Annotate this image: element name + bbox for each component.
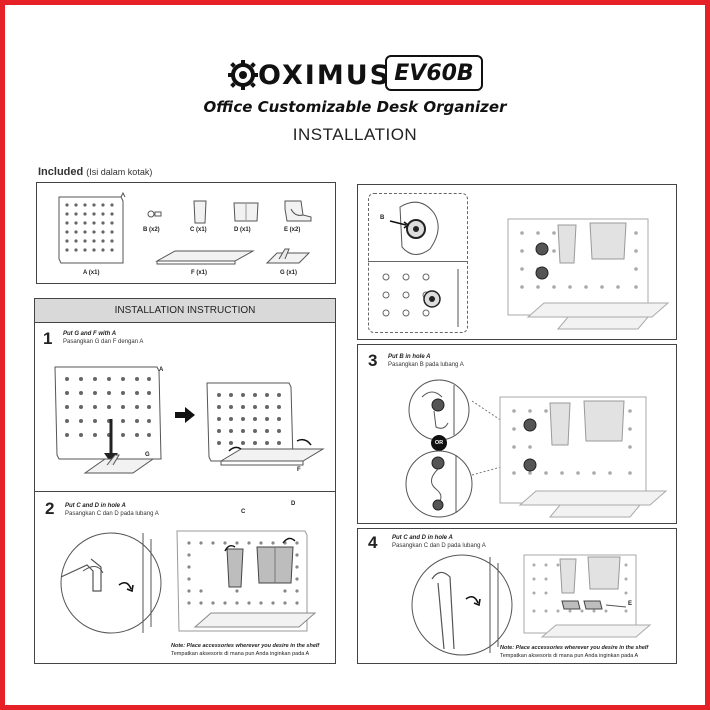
step-2-note: Note: Place accessories wherever you desire in the shelf <box>171 643 320 649</box>
step-b-detail-divider <box>368 261 468 262</box>
brand-logo <box>228 58 391 92</box>
step-b-panel <box>357 184 677 340</box>
step-b-tag: B <box>380 215 385 221</box>
brand-name: OXIMUS <box>258 59 392 91</box>
part-d-label: D (x1) <box>234 227 251 233</box>
page-title: INSTALLATION <box>292 125 418 144</box>
step-3-hook-detail-image <box>406 379 472 441</box>
part-c-label: C (x1) <box>190 227 207 233</box>
step-2-assembly-image <box>175 521 325 641</box>
step-2-subtitle: Pasangkan C dan D pada lubang A <box>65 511 159 517</box>
instruction-header: INSTALLATION INSTRUCTION <box>35 299 335 323</box>
step-1-pegboard-image <box>49 359 179 479</box>
step-4-tag-e: E <box>628 601 633 607</box>
step-3-hook-alt-image <box>406 449 472 519</box>
step-4-note: Note: Place accessories wherever you desire in the shelf <box>500 645 649 651</box>
stand-g-image <box>265 247 311 267</box>
included-heading: Included (Isi dalam kotak) <box>38 166 153 178</box>
step-1-subtitle: Pasangkan G dan F dengan A <box>63 339 144 345</box>
container-d-image <box>232 201 260 223</box>
step-4-board-image <box>522 549 652 645</box>
part-a-label: A (x1) <box>83 270 100 276</box>
step-4-panel <box>357 528 677 664</box>
step-4-subtitle: Pasangkan C dan D pada lubang A <box>392 543 486 549</box>
step-3-title: Put B in hole A <box>388 354 431 360</box>
step-4-note-translation: Tempatkan aksesoris di mana pun Anda inginkan pada A <box>500 653 639 659</box>
gear-icon <box>228 60 258 90</box>
included-parts-box <box>36 182 336 284</box>
step-1-assembled-image <box>201 379 331 479</box>
step-3-panel <box>357 344 677 524</box>
step-4-detail-image <box>410 553 514 657</box>
step-1-tag-a: A <box>159 367 164 373</box>
step-b-holes-image <box>372 265 466 331</box>
arrow-right-icon <box>175 407 197 423</box>
step-1-title: Put G and F with A <box>63 331 117 337</box>
step-2-title: Put C and D in hole A <box>65 503 126 509</box>
instruction-panel-left <box>34 298 336 664</box>
step-3-number: 3 <box>368 351 378 370</box>
step-divider <box>35 491 335 492</box>
step-2-tag-d: D <box>291 501 296 507</box>
part-f-label: F (x1) <box>191 270 208 276</box>
step-3-subtitle: Pasangkan B pada lubang A <box>388 362 464 368</box>
step-1-number: 1 <box>43 329 53 348</box>
step-4-title: Put C and D in hole A <box>392 535 453 541</box>
step-2-tag-c: C <box>241 509 246 515</box>
step-4-number: 4 <box>368 533 378 552</box>
part-e-label: E (x2) <box>284 227 301 233</box>
holder-e-image <box>281 197 315 223</box>
step-1-tag-g: G <box>145 452 150 458</box>
step-2-number: 2 <box>45 499 55 518</box>
model-badge: EV60B <box>385 55 483 91</box>
step-1-tag-f: F <box>297 467 301 473</box>
shelf-f-image <box>155 247 255 267</box>
cup-c-image <box>192 199 208 225</box>
product-subtitle: Office Customizable Desk Organizer <box>203 98 507 116</box>
or-badge: OR <box>431 435 447 451</box>
step-b-hand-image <box>370 195 466 261</box>
step-b-board-image <box>498 199 674 337</box>
part-g-label: G (x1) <box>280 270 298 276</box>
step-3-board-image <box>470 385 680 521</box>
step-2-detail-image <box>59 531 163 635</box>
hook-b-image <box>147 209 163 219</box>
part-b-label: B (x2) <box>143 227 160 233</box>
step-2-note-translation: Tempatkan aksesoris di mana pun Anda inginkan pada A <box>171 651 310 657</box>
pegboard-a-image <box>57 193 127 265</box>
